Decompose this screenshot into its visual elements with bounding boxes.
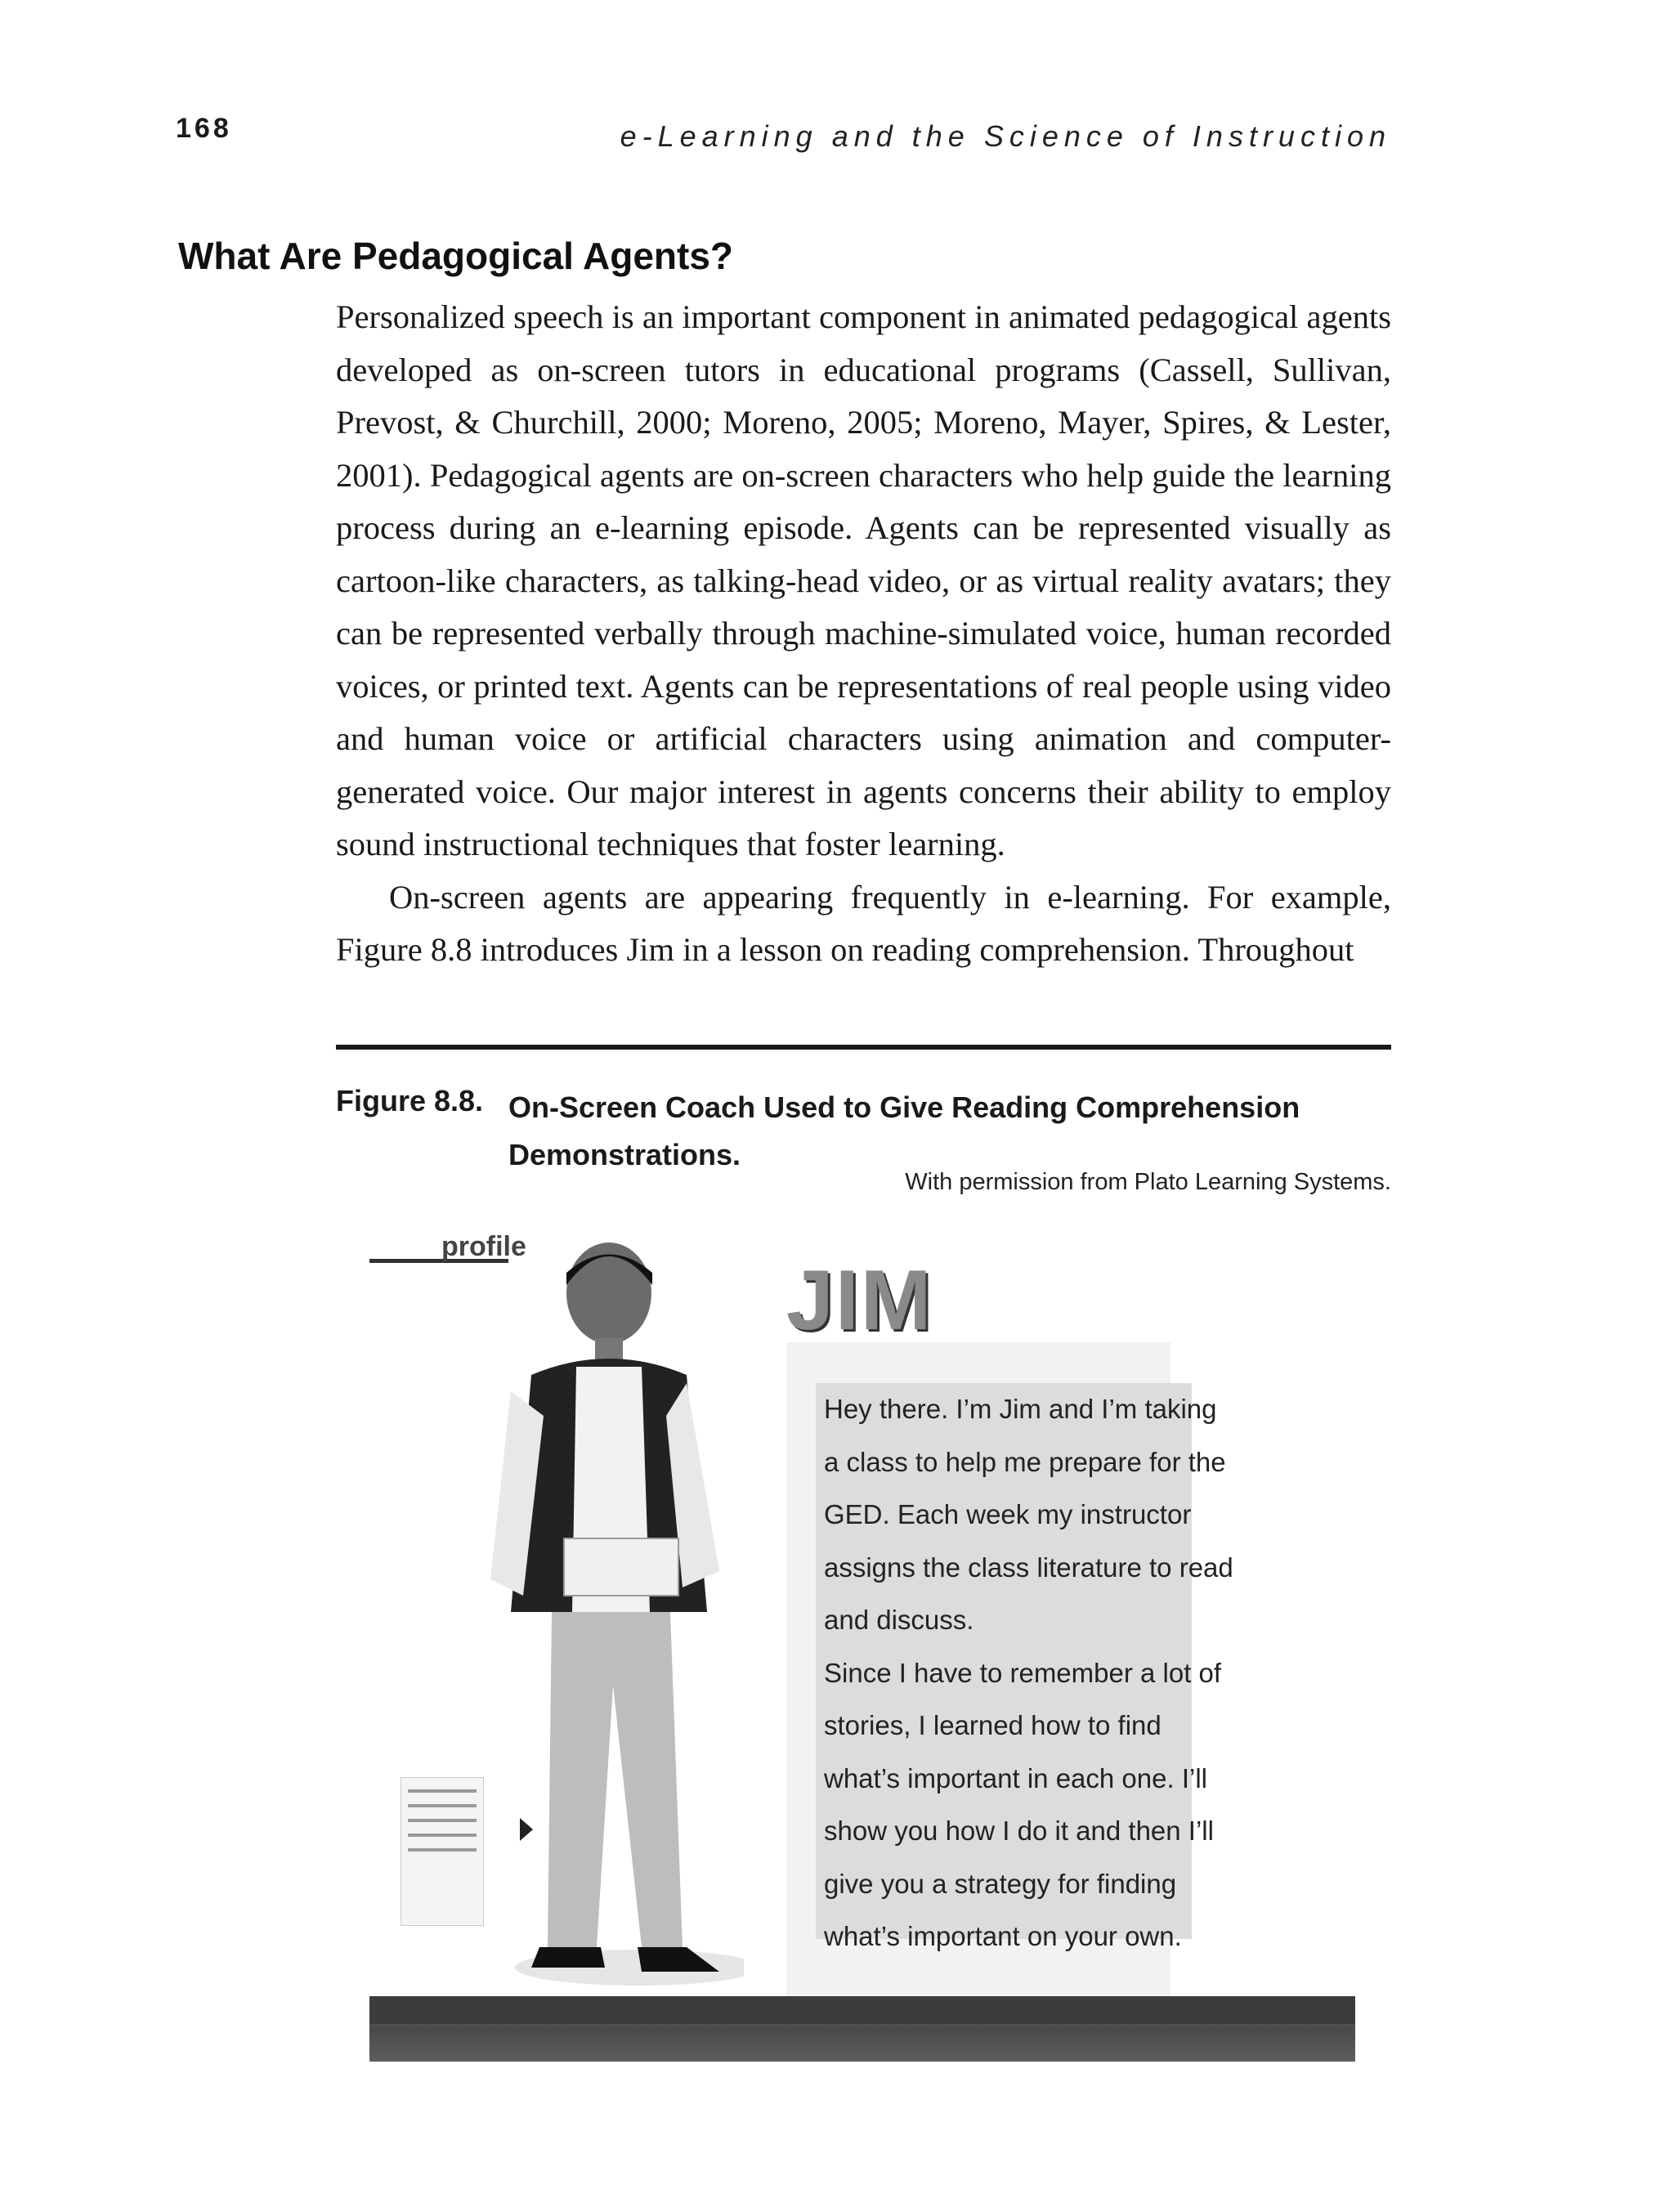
paragraph: On-screen agents are appearing frequently in e-learning. For example, Figure 8.8 introduces Jim in a lesson on reading comprehension. Throughout — [336, 878, 1391, 968]
figure-rule — [336, 1045, 1391, 1050]
paragraph: Personalized speech is an important component in animated pedagogical agents developed as on-screen tutors in educational programs (Cassell, Sullivan, Prevost, & Churchill, 2000; Moreno, 2005; Moreno, Mayer, Spires, & Lester, 2001). Pedagogical agents are on-screen characters who help guide the learning process during an e-learning episode. Agents can be represented visually as cartoon-like characters, as talking-head video, or as virtual reality avatars; they can be represented verbally through machine-simulated voice, human recorded voices, or printed text. Agents can be representations of real people using video and human voice or artificial characters using animation and computer-generated voice. Our major interest in agents concerns their ability to employ sound instructional techniques that foster learning. — [336, 298, 1391, 862]
student-photo — [474, 1228, 744, 2004]
speech-line: Since I have to remember a lot of — [824, 1657, 1222, 1688]
profile-tab-label: profile — [441, 1231, 526, 1262]
speech-line: what’s important on your own. — [824, 1921, 1182, 1951]
figure-label: Figure 8.8. — [336, 1084, 484, 1117]
speech-line: a class to help me prepare for the — [824, 1446, 1226, 1477]
promo-panel[interactable] — [401, 1777, 484, 1926]
running-head: e-Learning and the Science of Instruction — [620, 119, 1391, 153]
speech-line: assigns the class literature to read — [824, 1552, 1233, 1583]
speech-line: show you how I do it and then I’ll — [824, 1816, 1214, 1846]
page-number: 168 — [176, 113, 232, 144]
character-name: JIM — [786, 1253, 933, 1348]
speech-line: and discuss. — [824, 1605, 974, 1635]
body-text — [336, 291, 1391, 977]
speech-line: what’s important in each one. I’ll — [824, 1762, 1207, 1793]
section-heading: What Are Pedagogical Agents? — [178, 235, 734, 277]
figure-screenshot — [360, 1211, 1357, 2070]
lesson-navbar — [369, 1996, 1355, 2062]
figure-credit: With permission from Plato Learning Systems. — [905, 1169, 1391, 1195]
speech-line: stories, I learned how to find — [824, 1710, 1162, 1740]
navbar-strip — [369, 1996, 1355, 2024]
speech-line: GED. Each week my instructor — [824, 1499, 1192, 1529]
play-arrow-icon[interactable] — [520, 1818, 533, 1841]
speech-box — [816, 1383, 1233, 1951]
speech-line: Hey there. I’m Jim and I’m taking — [824, 1394, 1217, 1424]
speech-line: give you a strategy for finding — [824, 1868, 1177, 1899]
figure-title: On-Screen Coach Used to Give Reading Comprehension Demonstrations. — [508, 1090, 1300, 1171]
